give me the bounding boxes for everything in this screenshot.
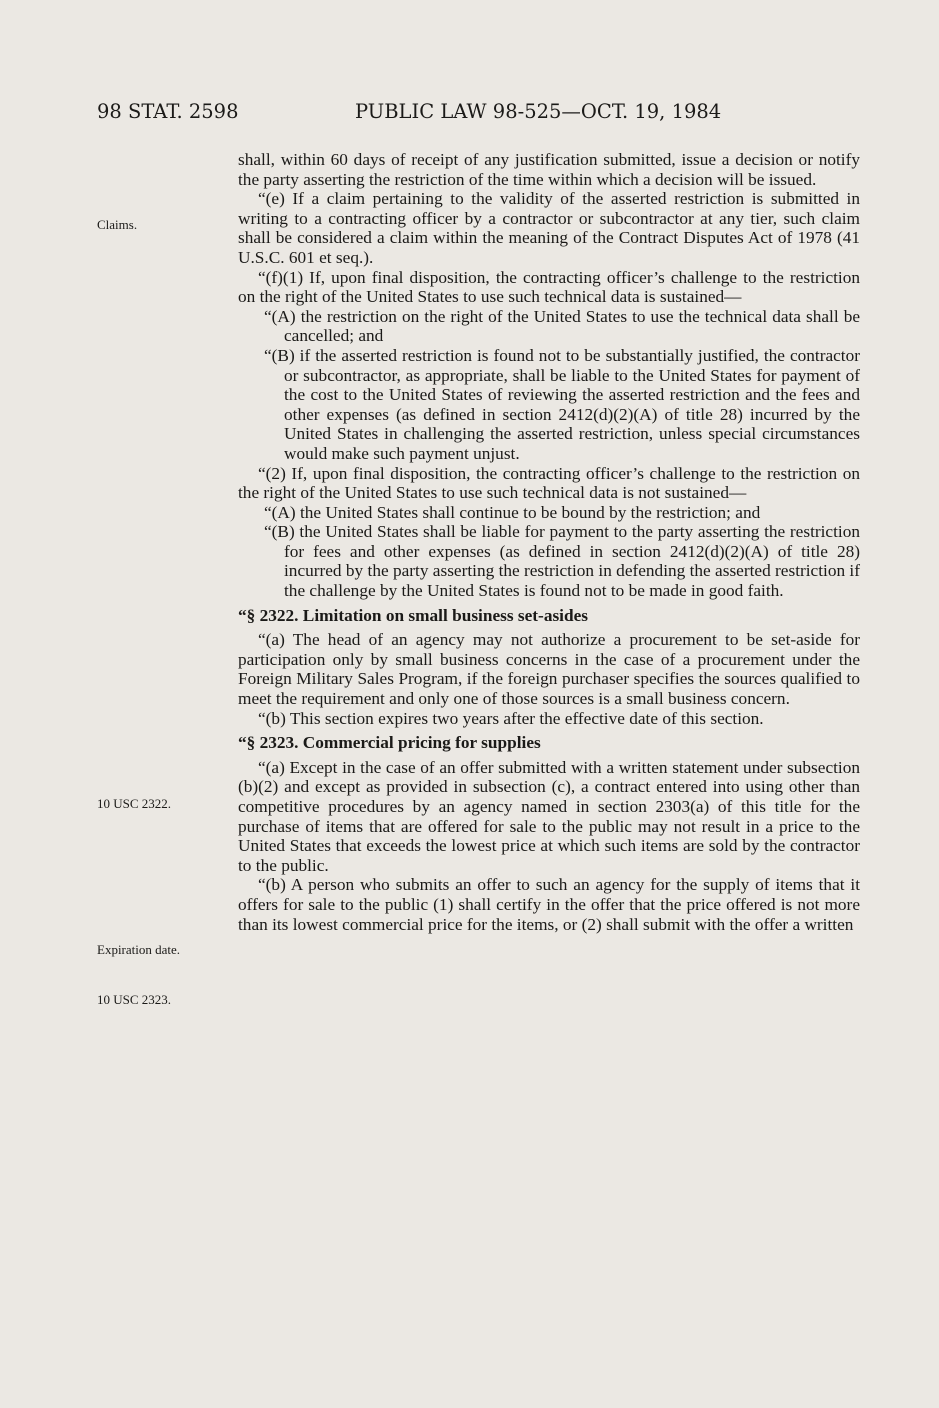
document-body [238, 150, 860, 934]
paragraph-2323-b: “(b) A person who submits an offer to such an agency for the supply of items that it offers for sale to the public (1) shall certify in the offer that the price offered is not more than its lowest commercial price for the items, or (2) shall submit with the offer a written [238, 875, 860, 934]
margin-note-usc-2322: 10 USC 2322. [97, 796, 172, 811]
paragraph-f2-b: “(B) the United States shall be liable for payment to the party asserting the restriction for fees and other expenses (as defined in section 2412(d)(2)(A) of title 28) incurred by the party asserting the restriction in defending the asserted restriction if the challenge by the United States is found not to be made in good faith. [264, 522, 860, 601]
paragraph-f2-a: “(A) the United States shall continue to be bound by the restriction; and [264, 502, 761, 522]
paragraph-2322-a: “(a) The head of an agency may not authorize a procurement to be set-aside for participation only by small business concerns in the case of a procurement under the Foreign Military Sales Program, if the foreign purchaser specifies the sources qualified to meet the requirement and only one of those sources is a small business concern. [238, 630, 860, 709]
page-title: PUBLIC LAW 98-525—OCT. 19, 1984 [355, 100, 722, 123]
paragraph-2322-b: “(b) This section expires two years after the effective date of this section. [258, 708, 764, 728]
margin-note-claims: Claims. [97, 217, 138, 232]
section-heading-2322: “§ 2322. Limitation on small business set-asides [238, 605, 588, 625]
margin-note-usc-2323: 10 USC 2323. [97, 992, 172, 1007]
paragraph-f1-a: “(A) the restriction on the right of the United States to use the technical data shall be cancelled; and [264, 306, 860, 346]
paragraph-f1: “(f)(1) If, upon final disposition, the contracting officer’s challenge to the restriction on the right of the United States to use such technical data is sustained— [238, 267, 860, 307]
bleed-through-text [120, 20, 820, 40]
paragraph-e: “(e) If a claim pertaining to the validity of the asserted restriction is submitted in writing to a contracting officer by a contractor or subcontractor at any tier, such claim shall be considered a claim within the meaning of the Contract Disputes Act of 1978 (41 U.S.C. 601 et seq.). [238, 189, 860, 267]
paragraph-2323-a: “(a) Except in the case of an offer submitted with a written statement under subsection (b)(2) and except as provided in subsection (c), a contract entered into using other than competitive procedures by an agency named in section 2303(a) of this title for the purchase of items that are offered for sale to the public may not result in a price to the United States that exceeds the lowest price at which such items are sold by the contractor to the public. [238, 757, 860, 875]
paragraph-f1-b: “(B) if the asserted restriction is found not to be substantially justified, the contractor or subcontractor, as appropriate, shall be liable to the United States for payment of the cost to the United States of reviewing the asserted restriction and the fees and other expenses (as defined in section 2412(d)(2)(A) of title 28) incurred by the United States in challenging the asserted restriction, unless special circumstances would make such payment unjust. [264, 345, 860, 463]
stat-reference: 98 STAT. 2598 [97, 100, 239, 123]
paragraph-f2: “(2) If, upon final disposition, the contracting officer’s challenge to the restriction on the right of the United States to use such technical data is not sustained— [238, 463, 860, 503]
margin-note-expiration: Expiration date. [97, 942, 181, 957]
section-heading-2323: “§ 2323. Commercial pricing for supplies [238, 733, 541, 753]
page-header [97, 100, 863, 130]
paragraph: shall, within 60 days of receipt of any justification submitted, issue a decision or notify the party asserting the restriction of the time within which a decision will be issued. [238, 150, 860, 189]
